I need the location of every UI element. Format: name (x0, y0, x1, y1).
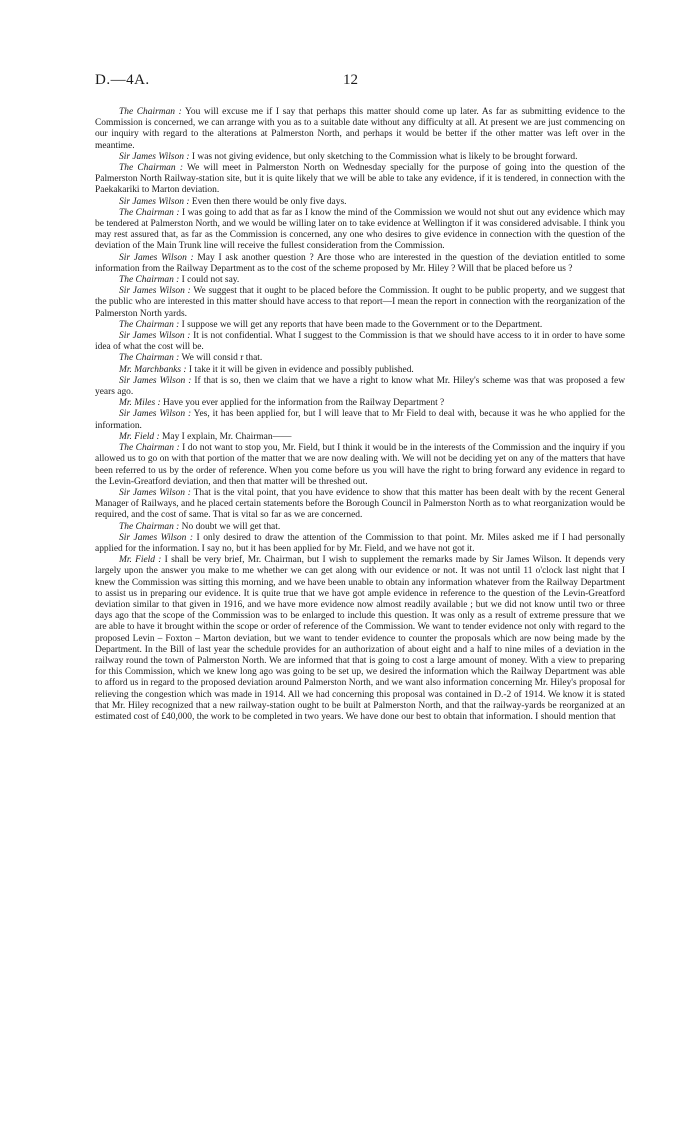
transcript-paragraph (95, 197, 625, 208)
speaker-name: Sir James Wilson : (119, 286, 191, 297)
speaker-name: The Chairman : (119, 353, 180, 364)
speech-text: No doubt we will get that. (179, 521, 281, 532)
speech-text: I could not say. (179, 275, 240, 286)
transcript-paragraph (95, 320, 625, 331)
speaker-name: Sir James Wilson : (119, 409, 192, 420)
speaker-name: Mr. Marchbanks : (119, 364, 187, 375)
speech-text: We suggest that it ought to be placed before the Commission. It ought to be public property, and we suggest that the public who are interested in this matter should have access to that report—I mean the report in connection with the reorganization of the Palmerston North yards. (95, 286, 626, 319)
transcript-paragraph (95, 488, 625, 522)
transcript-paragraph (95, 208, 625, 253)
speaker-name: The Chairman : (119, 275, 180, 286)
speaker-name: Sir James Wilson : (119, 196, 190, 207)
speech-text: Yes, it has been applied for, but I will leave that to Mr Field to deal with, because it was he who applied for the information. (95, 409, 625, 431)
transcript-paragraph (95, 533, 625, 555)
speaker-name: Mr. Field : (119, 555, 162, 566)
speech-text: I only desired to draw the attention of the Commission to that point. Mr. Miles asked me if I had personally applied for the information. I say no, but it has been applied for by Mr. Field, and we have not got it. (95, 532, 626, 554)
transcript-body (95, 107, 625, 723)
speech-text: May I ask another question ? Are those who are interested in the question of the deviation entitled to some information from the Railway Department as to the cost of the scheme proposed by Mr. Hiley ? Will that be placed before us ? (95, 252, 625, 274)
speech-text: Even then there would be only five days. (189, 196, 347, 207)
speaker-name: Sir James Wilson : (119, 252, 194, 263)
speech-text: If that is so, then we claim that we have a right to know what Mr. Hiley's scheme was that was proposed a few years ago. (95, 375, 626, 398)
speech-text: I shall be very brief, Mr. Chairman, but I wish to supplement the remarks made by Sir James Wilson. It depends very largely upon the answer you make to me whether we can get along with our evidence or not. It was not until 11 o'clock last night that I knew the Commission was sitting this morning, and we have been unable to obtain any information whatever from the Railway Department to assist us in preparing our evidence. It is quite true that we have got ample evidence in reference to the question of the Levin-Greatford deviation similar to that given in 1916, and we have more evidence now almost readily available ; but we did not know until two or three days ago that the scope of the Commission was to be enlarged to include this question. It was only as a result of extreme pressure that we are able to have it brought within the scope or order of reference of the Commission. We want to tender evidence not only with regard to the proposed Levin – Foxton – Marton deviation, but we want to tender evidence to counter the proposals which are now being made by the Department. In the Bill of last year the schedule provides for an authorization of about eight and a half to nine miles of a deviation in the railway round the town of Palmerston North. We are informed that that is going to cost a large amount of money. With a view to preparing for this Commission, which we knew long ago was going to be set up, we desired the information which the Railway Department was able to afford us in regard to the proposed deviation around Palmerston North, and we want also information concerning Mr. Hiley's proposal for relieving the congestion which was made in 1914. All we had concerning this proposal was contained in D.-2 of 1914. We know it is stated that Mr. Hiley recognized that a new railway-station ought to be built at Palmerston North, and that the railway-yards be reorganized at an estimated cost of £40,000, the work to be completed in two years. We have done our best to obtain that information. I should mention that (95, 555, 626, 722)
speech-text: May I explain, Mr. Chairman—— (159, 431, 292, 442)
speaker-name: Sir James Wilson : (119, 151, 190, 162)
speaker-name: Mr. Field : (119, 431, 160, 442)
speaker-name: Mr. Miles : (119, 398, 161, 409)
speech-text: We will consid r that. (179, 353, 263, 364)
transcript-paragraph (95, 152, 625, 163)
speaker-name: The Chairman : (119, 107, 182, 117)
transcript-paragraph (95, 555, 625, 723)
speaker-name: Sir James Wilson : (119, 331, 191, 342)
page-number: 12 (343, 72, 358, 88)
speech-text: I suppose we will get any reports that have been made to the Government or to the Department. (179, 319, 543, 330)
transcript-paragraph (95, 107, 625, 152)
transcript-paragraph (95, 376, 625, 398)
transcript-paragraph (95, 286, 625, 320)
speaker-name: The Chairman : (119, 319, 180, 330)
speaker-name: The Chairman : (119, 207, 180, 218)
page-header (95, 72, 625, 94)
transcript-paragraph (95, 275, 625, 286)
speech-text: You will excuse me if I say that perhaps this matter should come up later. As far as submitting evidence to the Commission is concerned, we can arrange with you as to a suitable date without any difficulty at all. At present we are just commencing on our inquiry with regard to the alterations at Palmerston North, and perhaps it would be better if the other matter was left over in the meantime. (95, 107, 625, 151)
transcript-paragraph (95, 163, 625, 197)
speech-text: Have you ever applied for the information from the Railway Department ? (160, 398, 445, 409)
speech-text: I was going to add that as far as I know the mind of the Commission we would not shut out any evidence which may be tendered at Palmerston North, and we would be willing later on to take evidence at Wellington if it was considered advisable. I think you may rest assured that, as far as the Commission is concerned, any one who desires to give evidence in connection with the question of the deviation of the Main Trunk line will receive the fullest consideration from the Commission. (95, 207, 625, 252)
speech-text: We will meet in Palmerston North on Wednesday specially for the purpose of going into the question of the Palmerston North Railway-station site, but it is quite likely that we will be able to take any evidence, if it is tendered, in connection with the Paekakariki to Marton deviation. (95, 163, 625, 196)
transcript-paragraph (95, 253, 625, 275)
document-reference: D.—4A. (95, 72, 150, 88)
speaker-name: Sir James Wilson : (119, 487, 191, 498)
transcript-paragraph (95, 365, 625, 376)
speaker-name: The Chairman : (119, 443, 180, 454)
speech-text: That is the vital point, that you have evidence to show that this matter has been dealt with by the recent General Manager of Railways, and he placed certain statements before the Borough Council in Palmerston North as to what reorganization would be required, and the cost of same. That is vital so far as we are concerned. (95, 487, 626, 521)
transcript-paragraph (95, 432, 625, 443)
speech-text: I was not giving evidence, but only sketching to the Commission what is likely to be brought forward. (189, 151, 578, 162)
speech-text: It is not confidential. What I suggest to the Commission is that we should have access to it in order to have some idea of what the cost will be. (95, 331, 625, 353)
speech-text: I take it it will be given in evidence and possibly published. (186, 364, 414, 375)
transcript-paragraph (95, 353, 625, 364)
transcript-paragraph (95, 522, 625, 533)
speaker-name: Sir James Wilson : (119, 375, 192, 386)
transcript-paragraph (95, 409, 625, 431)
speaker-name: The Chairman : (119, 521, 180, 532)
speaker-name: Sir James Wilson : (119, 532, 194, 543)
speech-text: I do not want to stop you, Mr. Field, but I think it would be in the interests of the Commission and the inquiry if you allowed us to go on with that portion of the matter that we are now dealing with. We will not be deciding yet on any of the matters that have been referred to us by the order of reference. When you come before us you will have the right to bring forward any evidence in regard to the Levin-Greatford deviation, and then that matter will be threshed out. (95, 443, 625, 487)
transcript-paragraph (95, 398, 625, 409)
transcript-paragraph (95, 443, 625, 488)
transcript-paragraph (95, 331, 625, 353)
speaker-name: The Chairman : (119, 163, 183, 174)
